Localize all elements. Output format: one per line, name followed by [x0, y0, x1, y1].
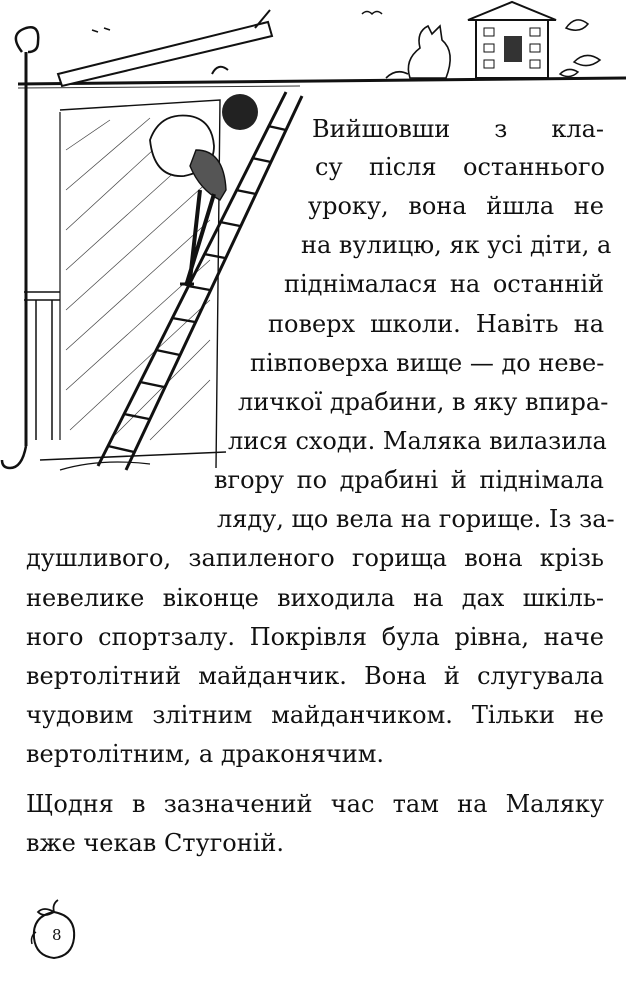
paragraph-1-line-9: лися сходи. Маляка вилазила	[228, 427, 607, 455]
paragraph-1-line-6: поверх школи. Навіть на	[268, 310, 604, 338]
paragraph-1-line-14: ного спортзалу. Покрівля була рівна, наче	[26, 623, 604, 651]
paragraph-1-line-12: душливого, запиленого горища вона крізь	[26, 544, 604, 572]
paragraph-1-line-7: півповерха вище — до неве-	[250, 349, 605, 377]
paragraph-1-line-13: невелике віконце виходила на дах шкіль-	[26, 584, 604, 612]
paragraph-1-line-5: піднімалася на останній	[284, 270, 604, 298]
paragraph-2-line-1: Щодня в зазначений час там на Маляку	[26, 790, 604, 818]
paragraph-1-line-15: вертолітний майданчик. Вона й слугувала	[26, 662, 604, 690]
paragraph-1-line-16: чудовим злітним майданчиком. Тільки не	[26, 701, 604, 729]
paragraph-1-line-8: личкої драбини, в яку впира-	[238, 388, 609, 416]
paragraph-2-line-2: вже чекав Стугоній.	[26, 829, 285, 857]
paragraph-1-line-4: на вулицю, як усі діти, а	[301, 231, 612, 259]
paragraph-1-line-3: уроку, вона йшла не	[308, 192, 604, 220]
paragraph-1-line-1: Вийшовши з кла-	[312, 115, 604, 143]
paragraph-1-line-11: ляду, що вела на горище. Із за-	[217, 505, 615, 533]
page-number: 8	[52, 926, 62, 944]
paragraph-1-line-2: су після останнього	[315, 153, 605, 181]
paragraph-1-line-17: вертолітним, а драконячим.	[26, 740, 385, 768]
paragraph-1-line-10: вгору по драбині й піднімала	[214, 466, 604, 494]
